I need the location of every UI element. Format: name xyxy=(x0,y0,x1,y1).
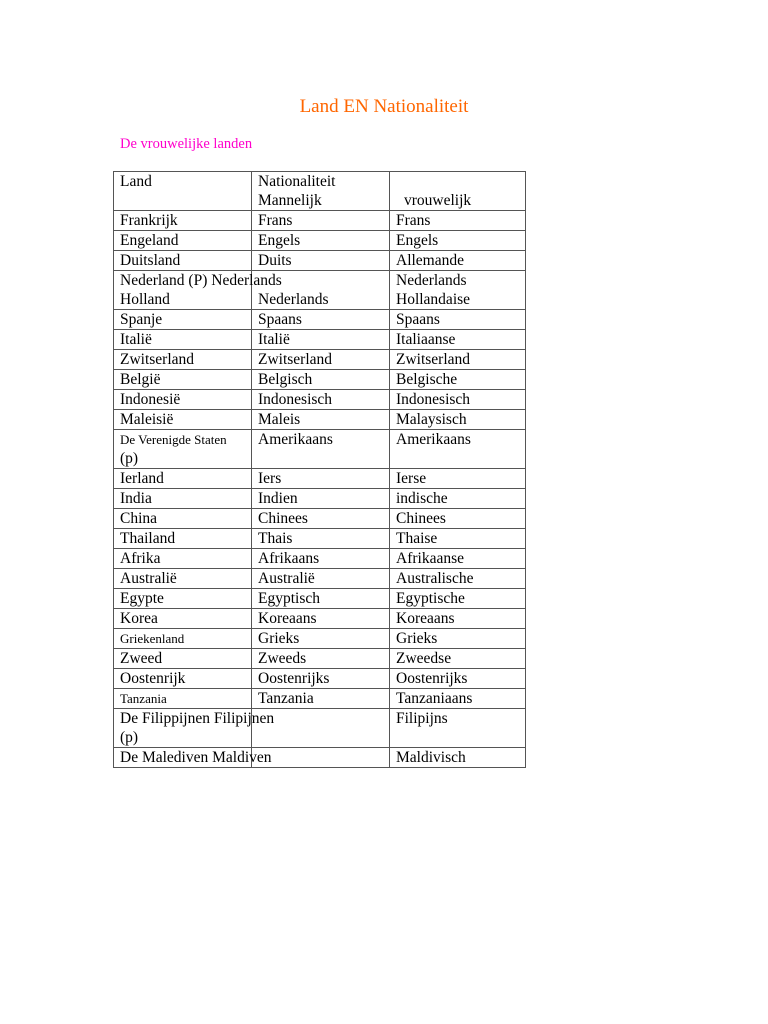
cell-mannelijk: Duits xyxy=(252,251,390,271)
cell-mannelijk: Belgisch xyxy=(252,370,390,390)
header-nationaliteit-label: Nationaliteit xyxy=(258,173,336,190)
cell-land: China xyxy=(114,509,252,529)
page-title: Land EN Nationaliteit xyxy=(299,96,469,117)
cell-vrouwelijk: Malaysisch xyxy=(390,410,526,430)
table-row xyxy=(114,390,526,410)
table-row xyxy=(114,251,526,271)
cell-mannelijk: Amerikaans xyxy=(252,430,390,469)
cell-land: India xyxy=(114,489,252,509)
cell-vrouwelijk: Spaans xyxy=(390,310,526,330)
cell-mannelijk: Engels xyxy=(252,231,390,251)
cell-vrouwelijk: Egyptische xyxy=(390,589,526,609)
cell-mannelijk: Italië xyxy=(252,330,390,350)
cell-mannelijk: Australië xyxy=(252,569,390,589)
cell-land: Engeland xyxy=(114,231,252,251)
table-row xyxy=(114,669,526,689)
cell-mannelijk: Zweeds xyxy=(252,649,390,669)
table-row xyxy=(114,609,526,629)
table-row xyxy=(114,271,526,291)
header-land: Land xyxy=(114,172,252,211)
table-row xyxy=(114,310,526,330)
cell-land: Duitsland xyxy=(114,251,252,271)
cell-land: Nederland (P) Nederlands xyxy=(114,271,252,291)
cell-vrouwelijk: indische xyxy=(390,489,526,509)
cell-land: Korea xyxy=(114,609,252,629)
cell-mannelijk: Oostenrijks xyxy=(252,669,390,689)
cell-land: Australië xyxy=(114,569,252,589)
cell-vrouwelijk: Filipijns xyxy=(390,709,526,748)
cell-land: De Filippijnen Filipijnen (p) xyxy=(114,709,252,748)
nationality-table xyxy=(113,171,526,768)
header-vrouwelijk xyxy=(390,172,526,211)
cell-vrouwelijk: Nederlands xyxy=(390,271,526,291)
table-row xyxy=(114,430,526,469)
cell-vrouwelijk: Chinees xyxy=(390,509,526,529)
cell-mannelijk: Maleis xyxy=(252,410,390,430)
cell-mannelijk: Thais xyxy=(252,529,390,549)
table-row xyxy=(114,569,526,589)
header-vrouwelijk-label: vrouwelijk xyxy=(404,192,472,209)
cell-land: Egypte xyxy=(114,589,252,609)
cell-mannelijk: Indonesisch xyxy=(252,390,390,410)
cell-land: Maleisië xyxy=(114,410,252,430)
table-row xyxy=(114,330,526,350)
cell-vrouwelijk: Koreaans xyxy=(390,609,526,629)
cell-mannelijk: Afrikaans xyxy=(252,549,390,569)
cell-mannelijk: Zwitserland xyxy=(252,350,390,370)
table-row xyxy=(114,709,526,748)
table-row xyxy=(114,589,526,609)
cell-mannelijk: Iers xyxy=(252,469,390,489)
cell-vrouwelijk: Zweedse xyxy=(390,649,526,669)
cell-mannelijk: Indien xyxy=(252,489,390,509)
table-row xyxy=(114,689,526,709)
cell-land: Thailand xyxy=(114,529,252,549)
table-row xyxy=(114,410,526,430)
cell-mannelijk: Nederlands xyxy=(252,290,390,310)
table-row xyxy=(114,211,526,231)
table-row xyxy=(114,748,526,768)
table-row xyxy=(114,649,526,669)
cell-vrouwelijk: Thaise xyxy=(390,529,526,549)
cell-land: Ierland xyxy=(114,469,252,489)
table-row xyxy=(114,629,526,649)
cell-vrouwelijk: Indonesisch xyxy=(390,390,526,410)
cell-land: België xyxy=(114,370,252,390)
cell-mannelijk: Tanzania xyxy=(252,689,390,709)
header-nationaliteit xyxy=(252,172,390,211)
cell-vrouwelijk: Grieks xyxy=(390,629,526,649)
table-row xyxy=(114,489,526,509)
cell-mannelijk: Chinees xyxy=(252,509,390,529)
cell-land: Spanje xyxy=(114,310,252,330)
cell-mannelijk: Spaans xyxy=(252,310,390,330)
cell-vrouwelijk: Zwitserland xyxy=(390,350,526,370)
cell-vrouwelijk: Oostenrijks xyxy=(390,669,526,689)
table-header-row xyxy=(114,172,526,211)
cell-land: Zwitserland xyxy=(114,350,252,370)
table-row xyxy=(114,509,526,529)
cell-vrouwelijk: Engels xyxy=(390,231,526,251)
cell-land: Griekenland xyxy=(114,629,252,649)
cell-vrouwelijk: Allemande xyxy=(390,251,526,271)
cell-vrouwelijk: Frans xyxy=(390,211,526,231)
section-subtitle: De vrouwelijke landen xyxy=(120,136,253,152)
cell-land: Holland xyxy=(114,290,252,310)
cell-land: Afrika xyxy=(114,549,252,569)
cell-land: Frankrijk xyxy=(114,211,252,231)
cell-mannelijk xyxy=(252,748,390,768)
table-row xyxy=(114,469,526,489)
table-row xyxy=(114,290,526,310)
cell-vrouwelijk: Italiaanse xyxy=(390,330,526,350)
cell-mannelijk: Koreaans xyxy=(252,609,390,629)
table-row xyxy=(114,231,526,251)
cell-vrouwelijk: Belgische xyxy=(390,370,526,390)
cell-mannelijk: Grieks xyxy=(252,629,390,649)
cell-land: Oostenrijk xyxy=(114,669,252,689)
cell-land: Zweed xyxy=(114,649,252,669)
table-row xyxy=(114,549,526,569)
cell-mannelijk: Egyptisch xyxy=(252,589,390,609)
cell-land: Italië xyxy=(114,330,252,350)
table-row xyxy=(114,370,526,390)
cell-vrouwelijk: Ierse xyxy=(390,469,526,489)
table-row xyxy=(114,350,526,370)
cell-vrouwelijk: Maldivisch xyxy=(390,748,526,768)
cell-land: De Verenigde Staten (p) xyxy=(114,430,252,469)
header-mannelijk-label: Mannelijk xyxy=(258,192,322,209)
cell-land: Tanzania xyxy=(114,689,252,709)
cell-mannelijk: Frans xyxy=(252,211,390,231)
table-row xyxy=(114,529,526,549)
cell-vrouwelijk: Australische xyxy=(390,569,526,589)
cell-vrouwelijk: Afrikaanse xyxy=(390,549,526,569)
cell-vrouwelijk: Hollandaise xyxy=(390,290,526,310)
cell-vrouwelijk: Amerikaans xyxy=(390,430,526,469)
cell-land: De Malediven Maldiven xyxy=(114,748,252,768)
cell-vrouwelijk: Tanzaniaans xyxy=(390,689,526,709)
cell-land: Indonesië xyxy=(114,390,252,410)
